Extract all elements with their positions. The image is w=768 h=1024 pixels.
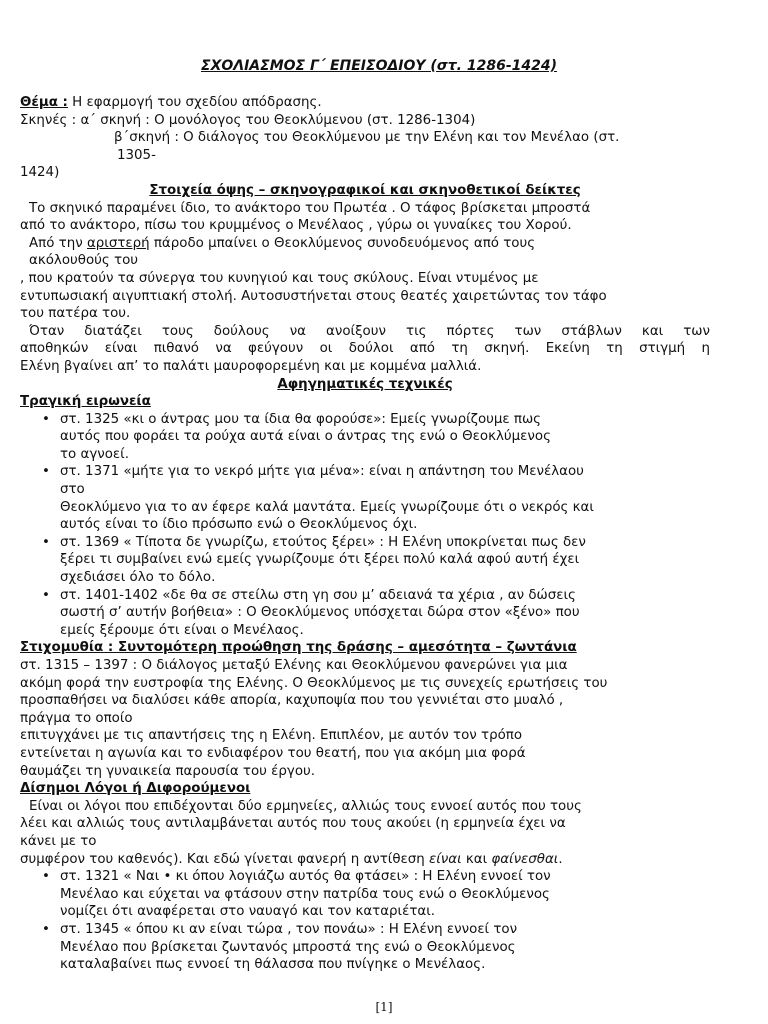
list-item-continuation: Θεοκλύμενο για το αν έφερε καλά μαντάτα. Εμείς γνωρίζουμε ότι ο νεκρός και xyxy=(60,499,594,515)
section-heading-staging: Στοιχεία όψης – σκηνογραφικοί και σκηνοθετικοί δείκτες xyxy=(149,182,581,198)
text-span: και xyxy=(461,851,492,867)
bullet-icon: • xyxy=(42,587,50,603)
text-span: στ. 1371 «μήτε για το νεκρό μήτε για μένα»: είναι η απάντηση του Μενέλαου xyxy=(60,464,584,480)
theme-label: Θέμα : xyxy=(20,95,68,110)
text-span: πάροδο μπαίνει ο Θεοκλύμενος συνοδευόμενος από τους xyxy=(149,235,536,251)
text-span: στ. 1401-1402 «δε θα σε στείλω στη γη σου μ’ αδειανά τα χέρια , αν δώσεις xyxy=(60,587,576,603)
list-item-continuation: σωστή σ’ αυτήν βοήθεια» : Ο Θεοκλύμενος υπόσχεται δώρα στον «ξένο» που xyxy=(60,605,580,621)
text-span: Από την xyxy=(29,235,87,251)
page-number: [1] xyxy=(375,1000,393,1014)
list-item-continuation: εμείς ξέρουμε ότι είναι ο Μενέλαος. xyxy=(60,622,304,638)
text-span: στ. 1321 « Ναι • κι όπου λογιάζω αυτός θα φτάσει» : Η Ελένη εννοεί τον xyxy=(60,869,551,885)
subheading-tragic-irony: Τραγική ειρωνεία xyxy=(20,394,151,410)
subheading-ambiguous-speech: Δίσημοι Λόγοι ή Διφορούμενοι xyxy=(20,781,251,797)
text-span: . xyxy=(558,851,563,867)
list-item xyxy=(20,411,710,429)
subheading-stichomythia: Στιχομυθία : Συντομότερη προώθηση της δράσης – αμεσότητα – ζωντάνια xyxy=(20,640,577,656)
document-title: ΣΧΟΛΙΑΣΜΟΣ Γ΄ ΕΠΕΙΣΟΔΙΟΥ (στ. 1286-1424) xyxy=(201,58,557,74)
text-line: κάνει με το xyxy=(20,833,97,849)
bullet-list-ambiguous xyxy=(20,868,710,974)
text-line: εντυπωσιακή αιγυπτιακή στολή. Αυτοσυστήνεται στους θεατές χαιρετώντας τον τάφο xyxy=(20,288,607,304)
text-line: πράγμα το οποίο xyxy=(20,710,133,726)
list-item-continuation: στο xyxy=(60,482,85,498)
list-item xyxy=(20,587,710,605)
text-span: στ. 1345 « όπου κι αν είναι τώρα , τον πονάω» : Η Ελένη εννοεί τον xyxy=(60,921,518,937)
list-item xyxy=(20,921,710,939)
bullet-icon: • xyxy=(42,411,50,427)
text-span: στ. 1325 «κι ο άντρας μου τα ίδια θα φορούσε»: Εμείς γνωρίζουμε πως xyxy=(60,411,542,427)
text-line: ακόμη φορά την ευστροφία της Ελένης. Ο Θεοκλύμενος με τις συνεχείς ερωτήσεις του xyxy=(20,675,608,691)
scene-b-end: 1424) xyxy=(20,165,60,181)
text-line: από το ανάκτορο, πίσω του κρυμμένος ο Μενέλαος , γύρω οι γυναίκες του Χορού. xyxy=(20,218,572,234)
scenes-line: Σκηνές : α΄ σκηνή : Ο μονόλογος του Θεοκλύμενου (στ. 1286-1304) xyxy=(20,112,476,128)
theme-line xyxy=(20,94,710,112)
bullet-icon: • xyxy=(42,534,50,550)
text-line: του πατέρα του. xyxy=(20,306,131,322)
scene-b-range: 1305- xyxy=(117,147,156,163)
list-item xyxy=(20,868,710,886)
list-item-continuation: αυτός που φοράει τα ρούχα αυτά είναι ο άντρας της ενώ ο Θεοκλύμενος xyxy=(60,429,551,445)
list-item-continuation: καταλαβαίνει πως εννοεί τη θάλασσα που πνίγηκε ο Μενέλαος. xyxy=(60,957,486,973)
list-item xyxy=(20,463,710,481)
text-line: λέει και αλλιώς τους αντιλαμβάνεται αυτός που τους ακούει (η ερμηνεία έχει να xyxy=(20,816,566,832)
text-line: στ. 1315 – 1397 : Ο διάλογος μεταξύ Ελένης και Θεοκλύμενου φανερώνει για μια xyxy=(20,658,568,673)
text-line: θαυμάζει τη γυναικεία παρουσία του έργου. xyxy=(20,763,316,779)
list-item-continuation: αυτός είναι το ίδιο πρόσωπο ενώ ο Θεοκλύμενος όχι. xyxy=(60,517,418,533)
list-item-continuation: νομίζει ότι αναφέρεται στο ναυαγό και τον καταριέται. xyxy=(60,904,435,920)
text-line xyxy=(20,851,710,869)
text-line: αποθηκών είναι πιθανό να φεύγουν οι δούλοι από τη σκηνή. Εκείνη τη στιγμή η xyxy=(20,341,710,357)
list-item-continuation: σχεδιάσει όλο το δόλο. xyxy=(60,570,216,586)
text-line: Είναι οι λόγοι που επιδέχονται δύο ερμηνείες, αλλιώς τους εννοεί αυτός που τους xyxy=(29,798,582,814)
text-line: επιτυγχάνει με τις απαντήσεις της η Ελένη. Επιπλέον, με αυτόν τον τρόπο xyxy=(20,728,523,744)
text-line: Όταν διατάζει τους δούλους να ανοίξουν τις πόρτες των στάβλων και των xyxy=(29,323,710,339)
text-line: προσπαθήσει να διαλύσει κάθε απορία, καχυποψία που του γεννιέται στο μυαλό , xyxy=(20,693,564,709)
italic-word: φαίνεσθαι xyxy=(491,851,559,867)
list-item-continuation: ξέρει τι συμβαίνει ενώ εμείς γνωρίζουμε ότι ξέρει πολύ καλά αφού αυτή έχει xyxy=(60,552,580,568)
text-line: ακόλουθούς του xyxy=(29,253,139,269)
text-span: συμφέρον του καθενός). Και εδώ γίνεται φανερή η αντίθεση xyxy=(20,851,430,867)
bullet-icon: • xyxy=(42,869,50,885)
bullet-icon: • xyxy=(42,464,50,480)
scene-b-line: β΄σκηνή : Ο διάλογος του Θεοκλύμενου με την Ελένη και τον Μενέλαο (στ. xyxy=(114,130,620,146)
document-page xyxy=(20,58,710,974)
text-span: στ. 1369 « Τίποτα δε γνωρίζω, ετούτος ξέρει» : Η Ελένη υποκρίνεται πως δεν xyxy=(60,534,586,550)
bullet-list-irony xyxy=(20,411,710,640)
list-item-continuation: Μενέλαο που βρίσκεται ζωντανός μπροστά της ενώ ο Θεοκλύμενος xyxy=(60,939,516,955)
underlined-word: αριστερή xyxy=(86,235,150,251)
theme-text: Η εφαρμογή του σχεδίου απόδρασης. xyxy=(67,95,322,110)
spacer xyxy=(20,76,710,94)
text-line: εντείνεται η αγωνία και το ενδιαφέρον του θεατή, που για ακόμη μια φορά xyxy=(20,745,526,761)
text-line xyxy=(20,235,710,253)
text-line: Ελένη βγαίνει απ’ το παλάτι μαυροφορεμένη και με κομμένα μαλλιά. xyxy=(20,358,482,374)
list-item-continuation: το αγνοεί. xyxy=(60,446,129,462)
text-line: Το σκηνικό παραμένει ίδιο, το ανάκτορο του Πρωτέα . Ο τάφος βρίσκεται μπροστά xyxy=(29,200,591,216)
list-item xyxy=(20,534,710,552)
section-heading-narrative: Αφηγηματικές τεχνικές xyxy=(277,376,453,392)
italic-word: είναι xyxy=(429,851,462,867)
text-line: , που κρατούν τα σύνεργα του κυνηγιού και τους σκύλους. Είναι ντυμένος με xyxy=(20,270,539,286)
list-item-continuation: Μενέλαο και εύχεται να φτάσουν στην πατρίδα τους ενώ ο Θεοκλύμενος xyxy=(60,886,550,902)
bullet-icon: • xyxy=(42,921,50,937)
